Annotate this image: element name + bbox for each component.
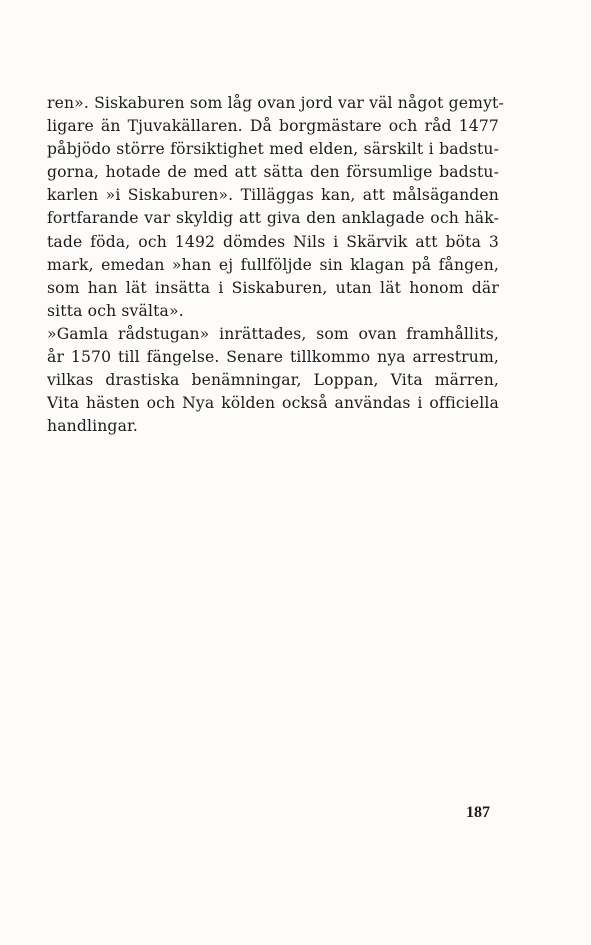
text-line: Vita hästen och Nya kölden också användas i officiella [47,394,499,413]
text-line: tade föda, och 1492 dömdes Nils i Skärvik att böta 3 [47,232,499,251]
text-line: mark, emedan »han ej fullföljde sin klagan på fången, [47,255,499,274]
text-line: år 1570 till fängelse. Senare tillkommo nya arrestrum, [47,348,499,367]
text-line: fortfarande var skyldig att giva den anklagade och häk- [47,209,499,228]
text-line: karlen »i Siskaburen». Tilläggas kan, att målsäganden [47,186,499,205]
text-line: sitta och svälta». [47,301,184,320]
text-line: »Gamla rådstugan» inrättades, som ovan framhållits, [47,324,499,343]
text-line: påbjödo större försiktighet med elden, särskilt i badstu- [47,140,499,159]
page-number: 187 [466,804,490,821]
text-line: ren». Siskaburen som låg ovan jord var väl något gemyt- [47,94,504,112]
paragraph-2 [47,323,499,438]
text-line: ligare än Tjuvakällaren. Då borgmästare och råd 1477 [47,117,499,136]
text-line: handlingar. [47,417,139,436]
text-line: gorna, hotade de med att sätta den försumlige badstu- [47,163,499,182]
body-text [47,92,504,438]
text-line: som han lät insätta i Siskaburen, utan lät honom där [47,278,499,297]
text-line: vilkas drastiska benämningar, Loppan, Vita märren, [47,371,499,390]
paragraph-1 [47,92,504,323]
